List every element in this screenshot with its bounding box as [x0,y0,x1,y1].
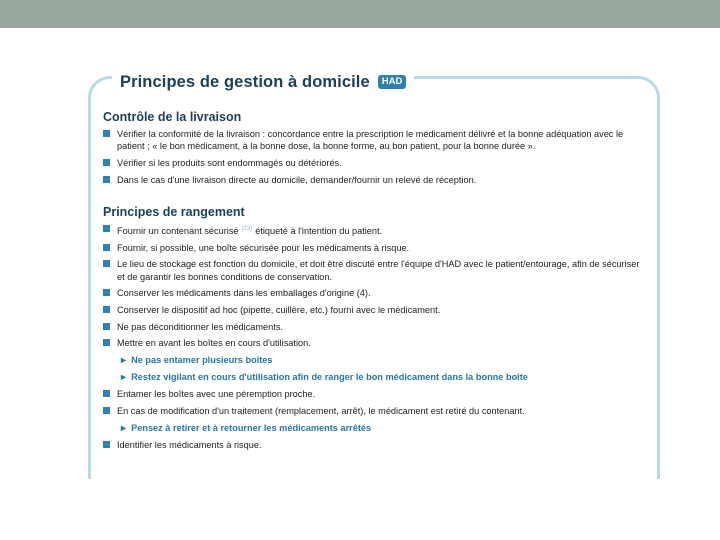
section-title-controle: Contrôle de la livraison [103,110,242,124]
list-item [103,128,648,152]
item-text: Ne pas déconditionner les médicaments. [117,321,283,332]
bullet-icon [103,159,110,166]
item-text: Conserver les médicaments dans les emballages d'origine (4). [117,288,371,299]
item-text: Dans le cas d'une livraison directe au domicile, demander/fournir un relevé de réception. [117,174,477,185]
list-item [103,242,648,254]
list-item [103,405,648,417]
page-title: Principes de gestion à domicile [120,72,370,91]
item-text: Entamer les boîtes avec une péremption proche. [117,389,316,400]
item-text: Le lieu de stockage est fonction du domicile, et doit être discuté entre l'équipe d'HAD avec le patient/entourage, afin de sécuriser et de garantir les bonnes conditions de conservation. [117,259,640,282]
list-item [103,258,648,282]
item-text: Vérifier la conformité de la livraison : concordance entre la prescription le médicament délivré et la bonne adéquation avec le patient ; « le bon médicament, à la bonne dose, la bonne forme, au bon patient, pour la bonne durée ». [117,129,624,152]
bullet-icon [103,306,110,313]
reference-mark: (23) [241,226,253,232]
list-item [103,223,648,237]
section-principes-rangement [103,205,648,455]
list-item [103,157,648,169]
section-title-rangement: Principes de rangement [103,205,245,219]
item-text: étiqueté à l'intention du patient. [255,226,383,237]
section-controle-livraison [103,110,648,190]
arrow-icon: ► [119,372,129,383]
bullet-icon [103,260,110,267]
list-item [103,337,648,349]
bullet-icon [103,130,110,137]
bullet-icon [103,176,110,183]
item-text: En cas de modification d'un traitement (remplacement, arrêt), le médicament est retiré du contenant. [117,405,525,416]
bullet-icon [103,225,110,232]
arrow-icon: ► [119,355,129,366]
title-row [112,71,414,93]
bullet-icon [103,323,110,330]
sub-item [103,422,648,434]
bullet-icon [103,244,110,251]
bullet-icon [103,407,110,414]
bullet-icon [103,289,110,296]
bullet-icon [103,390,110,397]
sub-item-text: Pensez à retirer et à retourner les médicaments arrêtés [131,422,372,433]
item-text: Identifier les médicaments à risque. [117,439,262,450]
item-text: Fournir un contenant sécurisé [117,226,239,237]
top-bar [0,0,720,28]
sub-item [103,354,648,366]
item-text: Fournir, si possible, une boîte sécurisée pour les médicaments à risque. [117,242,410,253]
item-text: Mettre en avant les boîtes en cours d'utilisation. [117,338,311,349]
bullet-icon [103,339,110,346]
sub-item-text: Ne pas entamer plusieurs boîtes [131,355,273,366]
bullet-icon [103,441,110,448]
item-text: Vérifier si les produits sont endommagés ou détériorés. [117,157,342,168]
list-item [103,388,648,400]
sub-item-text: Restez vigilant en cours d'utilisation afin de ranger le bon médicament dans la bonne boîte [131,372,528,383]
list-item [103,174,648,186]
list-item [103,439,648,451]
list-item [103,321,648,333]
arrow-icon: ► [119,422,129,433]
had-badge: HAD [378,75,407,89]
list-item [103,287,648,299]
item-text: Conserver le dispositif ad hoc (pipette, cuillère, etc.) fourni avec le médicament. [117,305,441,316]
list-item [103,304,648,316]
sub-item [103,371,648,383]
